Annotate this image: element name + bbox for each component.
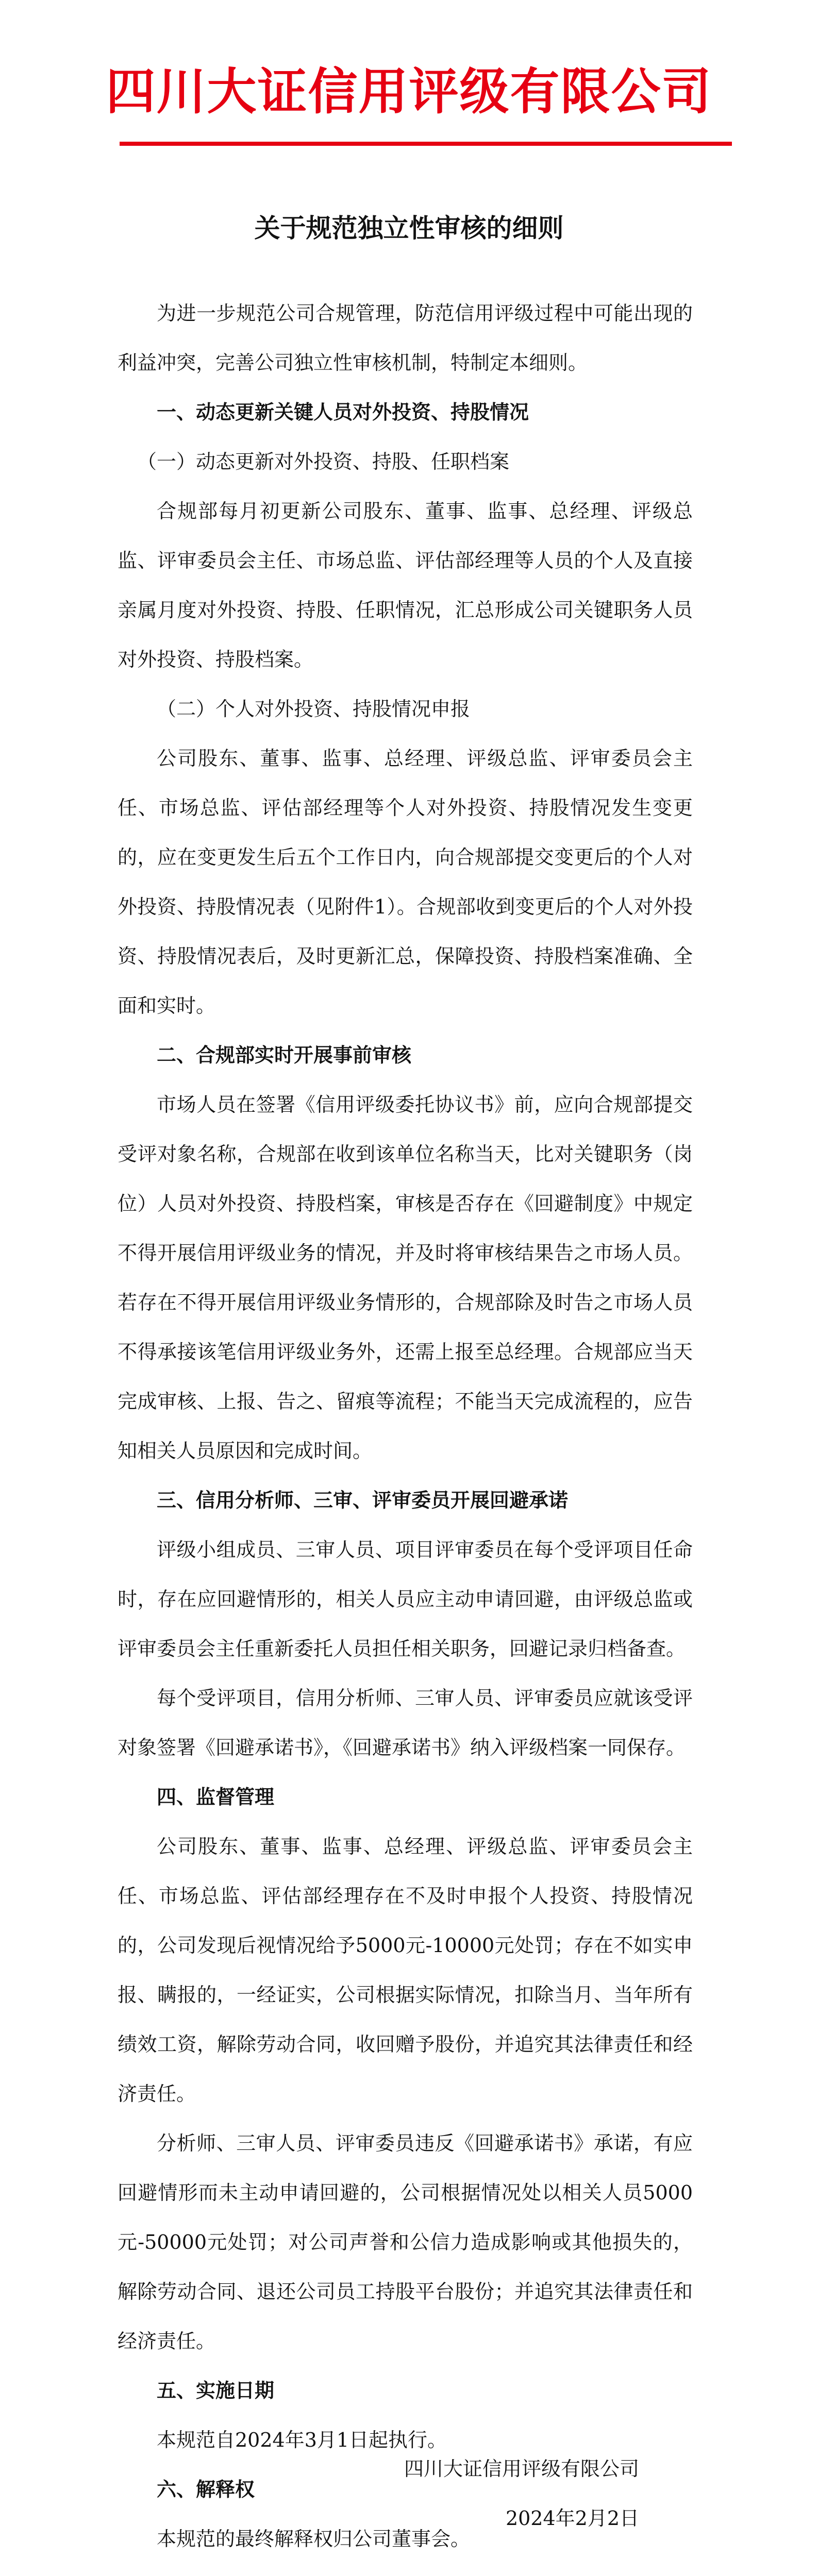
intro-paragraph: 为进一步规范公司合规管理，防范信用评级过程中可能出现的利益冲突，完善公司独立性审核机制，特制定本细则。 (118, 302, 693, 374)
signature-company: 四川大证信用评级有限公司 (404, 2458, 639, 2480)
section-3-paragraph-2: 每个受评项目，信用分析师、三审人员、评审委员应就该受评对象签署《回避承诺书》，《回避承诺书》纳入评级档案一同保存。 (118, 1687, 693, 1759)
section-3-heading: 三、信用分析师、三审、评审委员开展回避承诺 (157, 1489, 569, 1512)
signature-date: 2024年2月2日 (505, 2507, 639, 2530)
section-1-1-heading: （一）动态更新对外投资、持股、任职档案 (137, 450, 510, 473)
section-1-2-heading: （二）个人对外投资、持股情况申报 (157, 698, 471, 720)
section-5-heading: 五、实施日期 (157, 2379, 275, 2402)
letterhead-red-rule (120, 142, 732, 146)
section-4-paragraph-1: 公司股东、董事、监事、总经理、评级总监、评审委员会主任、市场总监、评估部经理存在不及时申报个人投资、持股情况的，公司发现后视情况给予5000元-10000元处罚；存在不如实申报、瞒报的，一经证实，公司根据实际情况，扣除当月、当年所有绩效工资，解除劳动合同，收回赠予股份，并追究其法律责任和经济责任。 (118, 1835, 693, 2105)
section-1-1-paragraph: 合规部每月初更新公司股东、董事、监事、总经理、评级总监、评审委员会主任、市场总监、评估部经理等人员的个人及直接亲属月度对外投资、持股、任职情况，汇总形成公司关键职务人员对外投资、持股档案。 (118, 500, 693, 671)
document-title: 关于规范独立性审核的细则 (254, 213, 564, 243)
section-4-paragraph-2: 分析师、三审人员、评审委员违反《回避承诺书》承诺，有应回避情形而未主动申请回避的，公司根据情况处以相关人员5000元-50000元处罚；对公司声誉和公信力造成影响或其他损失的，解除劳动合同、退还公司员工持股平台股份；并追究其法律责任和经济责任。 (118, 2132, 693, 2352)
section-3-paragraph-1: 评级小组成员、三审人员、项目评审委员在每个受评项目任命时，存在应回避情形的，相关人员应主动申请回避，由评级总监或评审委员会主任重新委托人员担任相关职务，回避记录归档备查。 (118, 1538, 693, 1660)
section-6-heading: 六、解释权 (157, 2478, 255, 2501)
section-4-heading: 四、监督管理 (157, 1786, 275, 1808)
signature-block (0, 2444, 639, 2543)
section-5-paragraph: 本规范自2024年3月1日起执行。 (157, 2429, 447, 2451)
section-2-heading: 二、合规部实时开展事前审核 (157, 1044, 412, 1066)
section-1-2-paragraph: 公司股东、董事、监事、总经理、评级总监、评审委员会主任、市场总监、评估部经理等个人对外投资、持股情况发生变更的，应在变更发生后五个工作日内，向合规部提交变更后的个人对外投资、持股情况表（见附件1）。合规部收到变更后的个人对外投资、持股情况表后，及时更新汇总，保障投资、持股档案准确、全面和实时。 (118, 747, 693, 1017)
document-body (118, 289, 693, 2564)
section-2-paragraph: 市场人员在签署《信用评级委托协议书》前，应向合规部提交受评对象名称，合规部在收到该单位名称当天，比对关键职务（岗位）人员对外投资、持股档案，审核是否存在《回避制度》中规定不得开展信用评级业务的情况，并及时将审核结果告之市场人员。若存在不得开展信用评级业务情形的，合规部除及时告之市场人员不得承接该笔信用评级业务外，还需上报至总经理。合规部应当天完成审核、上报、告之、留痕等流程；不能当天完成流程的，应告知相关人员原因和完成时间。 (118, 1093, 693, 1462)
section-1-heading: 一、动态更新关键人员对外投资、持股情况 (157, 401, 529, 423)
letterhead-company-name: 四川大证信用评级有限公司 (106, 62, 712, 121)
section-6-paragraph: 本规范的最终解释权归公司董事会。 (157, 2528, 471, 2550)
